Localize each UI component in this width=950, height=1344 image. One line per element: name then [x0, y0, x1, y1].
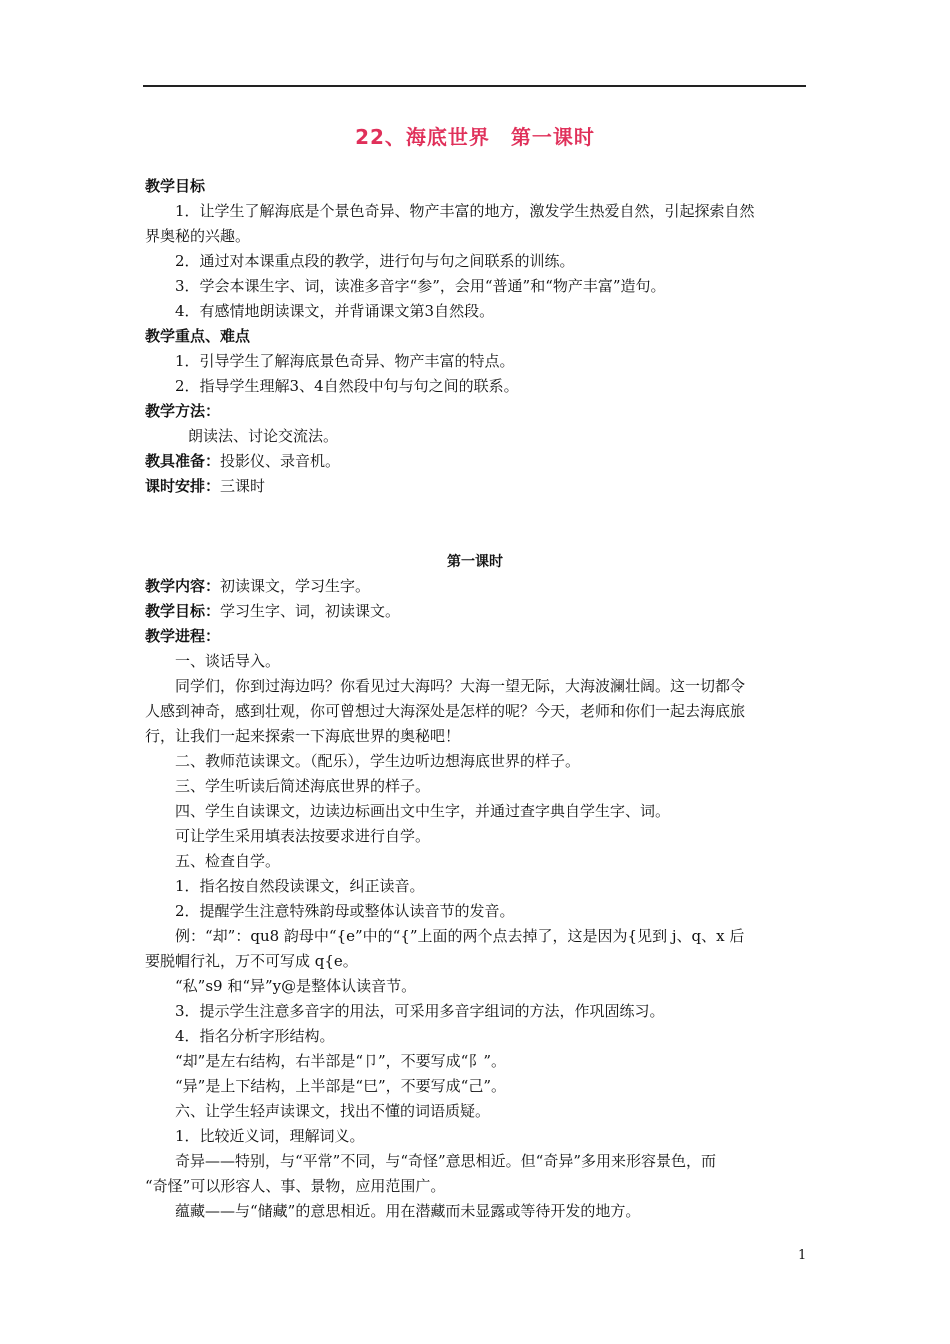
- process-line: 四、学生自读课文，边读边标画出文中生字，并通过查字典自学生字、词。: [175, 802, 671, 820]
- process-line: 要脱帽行礼，万不可写成 q{e。: [145, 952, 358, 970]
- process-line: 人感到神奇，感到壮观，你可曾想过大海深处是怎样的呢？今天，老师和你们一起去海底旅: [145, 702, 746, 720]
- goal-item: 3．学会本课生字、词，读准多音字“参”，会用“普通”和“物产丰富”造句。: [175, 277, 666, 295]
- goal-item-cont: 界奥秘的兴趣。: [145, 227, 251, 245]
- schedule-line: [145, 476, 810, 496]
- page-title: 22、海底世界 第一课时: [355, 125, 595, 149]
- tools-value: 投影仪、录音机。: [220, 452, 341, 470]
- process-line: 五、检查自学。: [175, 852, 281, 870]
- process-line: 2．提醒学生注意特殊韵母或整体认读音节的发音。: [175, 902, 515, 920]
- lesson-content-line: [145, 576, 810, 596]
- process-line: 例：“却”：qu8 韵母中“{e”中的“{”上面的两个点去掉了，这是因为{见到 j、q、x 后: [175, 927, 745, 945]
- header-rule: [143, 85, 806, 87]
- process-line: 同学们，你到过海边吗？你看见过大海吗？大海一望无际，大海波澜壮阔。这一切都令: [175, 677, 746, 695]
- lesson-goal-label: 教学目标：: [145, 602, 221, 620]
- process-line: 1．比较近义词，理解词义。: [175, 1127, 365, 1145]
- process-line: “奇怪”可以形容人、事、景物，应用范围广。: [145, 1177, 446, 1195]
- lesson-content: 初读课文，学习生字。: [220, 577, 371, 595]
- process-line: 蕴藏——与“储藏”的意思相近。用在潜藏而未显露或等待开发的地方。: [175, 1202, 641, 1220]
- process-line: 4．指名分析字形结构。: [175, 1027, 335, 1045]
- lesson-goal-line: [145, 601, 810, 621]
- process-line: 三、学生听读后简述海底世界的样子。: [175, 777, 431, 795]
- process-line: 奇异——特别，与“平常”不同，与“奇怪”意思相近。但“奇异”多用来形容景色，而: [175, 1152, 717, 1170]
- schedule-label: 课时安排：: [145, 477, 221, 495]
- page-number: 1: [798, 1248, 807, 1263]
- lesson-content-label: 教学内容：: [145, 577, 221, 595]
- process-line: “却”是左右结构，右半部是“卩”，不要写成“阝”。: [175, 1052, 507, 1070]
- methods-text: 朗读法、讨论交流法。: [188, 427, 339, 445]
- process-line: 可让学生采用填表法按要求进行自学。: [175, 827, 431, 845]
- tools-label: 教具准备：: [145, 452, 221, 470]
- process-line: 行，让我们一起来探索一下海底世界的奥秘吧！: [145, 727, 461, 745]
- keypoint-item: 2．指导学生理解3、4自然段中句与句之间的联系。: [175, 377, 519, 395]
- keypoint-item: 1．引导学生了解海底景色奇异、物产丰富的特点。: [175, 352, 515, 370]
- process-line: 1．指名按自然段读课文，纠正读音。: [175, 877, 425, 895]
- goal-item: 2．通过对本课重点段的教学，进行句与句之间联系的训练。: [175, 252, 575, 270]
- section-heading-goals: 教学目标: [145, 177, 206, 195]
- lesson-goal: 学习生字、词，初读课文。: [220, 602, 401, 620]
- process-line: 二、教师范读课文。（配乐），学生边听边想海底世界的样子。: [175, 752, 581, 770]
- process-line: “异”是上下结构，上半部是“巳”，不要写成“己”。: [175, 1077, 507, 1095]
- tools-line: [145, 451, 810, 471]
- lesson-subtitle: 第一课时: [447, 554, 503, 570]
- process-line: “私”s9 和“异”y@是整体认读音节。: [175, 977, 417, 995]
- process-line: 一、谈话导入。: [175, 652, 281, 670]
- section-heading-methods: 教学方法：: [145, 402, 221, 420]
- goal-item: 1．让学生了解海底是个景色奇异、物产丰富的地方，激发学生热爱自然，引起探索自然: [175, 202, 755, 220]
- section-heading-keypoints: 教学重点、难点: [145, 327, 251, 345]
- process-line: 六、让学生轻声读课文，找出不懂的词语质疑。: [175, 1102, 491, 1120]
- goal-item: 4．有感情地朗读课文，并背诵课文第3自然段。: [175, 302, 495, 320]
- schedule-value: 三课时: [220, 477, 266, 495]
- lesson-process-label: 教学进程：: [145, 627, 221, 645]
- process-line: 3．提示学生注意多音字的用法，可采用多音字组词的方法，作巩固练习。: [175, 1002, 665, 1020]
